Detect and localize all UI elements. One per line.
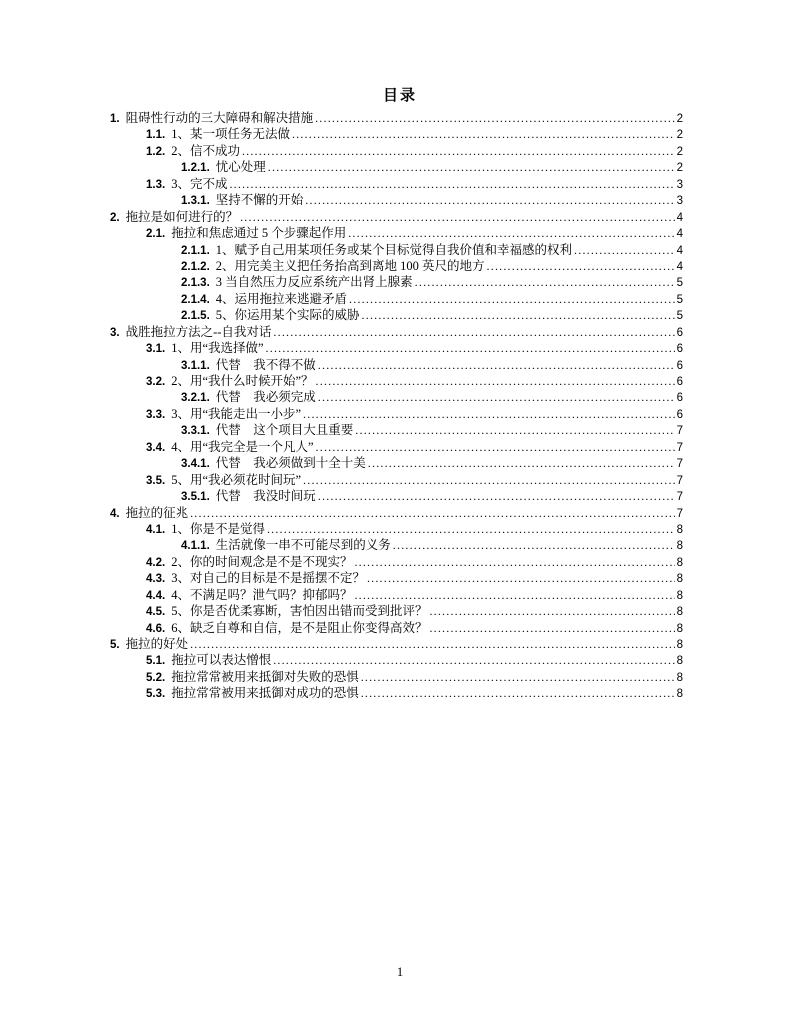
toc-leader-dots [273,324,674,340]
toc-entry[interactable] [110,307,683,323]
toc-entry-number: 3.2. [146,376,166,388]
toc-entry-text: 2、你的时间观念是不是不现实？ [171,554,353,569]
toc-entry[interactable] [110,159,683,175]
toc-leader-dots [190,505,674,521]
toc-entry-number: 5. [110,639,120,651]
toc-entry-page: 4 [676,211,683,224]
toc-entry[interactable] [110,192,683,208]
toc-entry[interactable] [110,242,683,258]
toc-entry-text: 5、用“我必须花时间玩” [171,472,302,487]
toc-entry[interactable] [110,620,683,636]
toc-entry-text: 代替 我不得不做 [215,357,316,372]
toc-entry-page: 7 [676,474,683,487]
toc-list [0,110,800,702]
toc-leader-dots [305,192,674,208]
toc-leader-dots [273,652,674,668]
toc-entry-text: 2、用“我什么时候开始”？ [171,374,314,388]
toc-entry-number: 3.5.1. [181,491,210,504]
toc-entry-text: 代替 我没时间玩 [215,489,316,504]
toc-entry[interactable] [110,652,683,668]
toc-entry-page: 7 [676,441,683,454]
toc-entry-text: 1、你是不是觉得 [171,521,265,536]
toc-entry[interactable] [110,110,683,126]
toc-entry-text: 3、完不成 [171,176,228,191]
toc-entry-text: 4、用“我完全是一个凡人” [171,439,314,454]
toc-entry-number: 1.1. [146,129,166,142]
toc-entry-number: 3.4.1. [181,458,210,471]
toc-leader-dots [354,587,674,603]
toc-entry-number: 5.2. [146,671,166,684]
toc-entry-text: 拖拉的征兆 [125,505,189,520]
toc-entry-text: 拖拉和焦虑通过 5 个步骤起作用 [171,226,347,241]
toc-leader-dots [268,159,675,175]
toc-leader-dots [429,603,674,619]
toc-entry-text: 1、赋予自己用某项任务或某个目标觉得自我价值和幸福感的权利 [215,242,573,257]
toc-leader-dots [303,406,675,422]
toc-entry-number: 4.1. [146,523,166,536]
toc-entry-text: 1、用“我选择做” [171,341,264,356]
toc-entry-page: 3 [676,178,683,191]
footer-page-number: 1 [396,965,404,979]
toc-entry-page: 7 [676,491,683,504]
toc-leader-dots [266,340,675,356]
toc-leader-dots [574,242,675,258]
toc-entry-text: 拖拉可以表达憎恨 [171,653,272,668]
toc-entry[interactable] [110,225,683,241]
toc-entry-page: 8 [676,556,683,569]
toc-entry[interactable] [110,455,683,471]
toc-leader-dots [429,620,674,636]
toc-entry-text: 拖拉的好处 [125,637,189,651]
toc-entry-text: 4、不满足吗？泄气吗？抑郁吗？ [171,587,353,602]
toc-entry-number: 4.5. [146,606,166,619]
toc-leader-dots [240,209,674,225]
toc-entry-number: 4.6. [146,622,166,635]
toc-entry-text: 3、对自己的目标是不是摇摆不定？ [171,571,365,586]
toc-entry-number: 2.1.4. [181,293,210,306]
toc-entry-page: 4 [676,244,683,257]
toc-entry[interactable] [110,505,683,521]
toc-entry-page: 2 [676,162,683,175]
toc-entry-number: 1.3. [146,178,166,191]
toc-entry-number: 5.3. [146,688,166,701]
toc-leader-dots [229,176,674,192]
toc-leader-dots [415,274,675,290]
toc-title: 目录 [382,88,417,104]
toc-leader-dots [348,225,674,241]
toc-entry-number: 3.3.1. [181,425,210,438]
toc-entry-text: 3 当自然压力反应系统产出肾上腺素 [215,275,413,290]
toc-leader-dots [190,636,674,652]
toc-entry-number: 4.4. [146,589,166,602]
toc-entry[interactable] [110,636,683,652]
toc-entry-number: 4.3. [146,573,166,586]
toc-entry[interactable] [110,373,683,389]
toc-entry-text: 代替 这个项目大且重要 [215,423,354,438]
toc-leader-dots [393,537,675,553]
toc-entry[interactable] [110,685,683,701]
toc-entry-number: 3.3. [146,408,166,421]
toc-entry[interactable] [110,126,683,142]
toc-entry-text: 拖拉常常被用来抵御对成功的恐惧 [171,686,359,701]
toc-entry[interactable] [110,340,683,356]
toc-entry-number: 2.1.2. [181,260,210,273]
toc-entry[interactable] [110,209,683,225]
toc-entry-number: 1.2.1. [181,162,210,175]
toc-entry-page: 8 [676,671,683,684]
toc-entry-number: 3.2.1. [181,392,210,405]
toc-entry[interactable] [110,389,683,405]
toc-entry[interactable] [110,258,683,274]
toc-entry-text: 战胜拖拉方法之--自我对话 [125,324,272,339]
toc-entry-page: 6 [676,359,683,372]
toc-leader-dots [318,488,675,504]
toc-entry[interactable] [110,570,683,586]
toc-entry-page: 6 [676,392,683,405]
toc-entry[interactable] [110,439,683,455]
toc-entry[interactable] [110,324,683,340]
toc-entry-page: 7 [676,458,683,471]
toc-entry-page: 3 [676,195,683,208]
toc-leader-dots [318,357,675,373]
toc-entry-page: 8 [676,573,683,586]
toc-leader-dots [316,373,675,389]
toc-entry-page: 8 [676,688,683,701]
toc-entry-page: 7 [676,507,683,520]
toc-entry-page: 4 [676,228,683,241]
toc-entry-number: 1.2. [146,145,166,158]
toc-leader-dots [487,258,675,274]
toc-leader-dots [242,143,675,159]
toc-entry[interactable] [110,291,683,307]
toc-entry-page: 8 [676,639,683,651]
toc-entry-number: 2.1. [146,228,166,241]
toc-entry-number: 1. [110,113,120,125]
toc-entry-number: 4. [110,507,120,520]
toc-entry-text: 阻碍性行动的三大障碍和解决措施 [125,111,314,125]
toc-entry-page: 6 [676,408,683,421]
toc-entry-number: 3.1. [146,343,166,356]
toc-entry-page: 7 [676,425,683,438]
toc-entry-number: 5.1. [146,655,166,668]
toc-entry-page: 8 [676,523,683,536]
toc-entry-text: 坚持不懈的开始 [215,193,304,208]
toc-entry-page: 6 [676,326,683,339]
toc-entry-text: 6、缺乏自尊和自信，是不是阻止你变得高效？ [171,620,428,635]
toc-entry-page: 6 [676,376,683,388]
toc-leader-dots [361,669,675,685]
toc-entry-page: 8 [676,622,683,635]
toc-entry[interactable] [110,406,683,422]
toc-leader-dots [361,685,675,701]
toc-leader-dots [355,422,674,438]
toc-leader-dots [368,455,675,471]
toc-entry-number: 2. [110,211,120,224]
toc-entry-page: 8 [676,540,683,553]
toc-entry-number: 1.3.1. [181,195,210,208]
toc-entry-page: 5 [676,277,683,290]
toc-entry-number: 3.5. [146,474,166,487]
toc-leader-dots [267,521,675,537]
toc-entry-text: 代替 我必须做到十全十美 [215,456,366,471]
toc-entry-number: 3.1.1. [181,359,210,372]
toc-entry-number: 2.1.1. [181,244,210,257]
toc-entry[interactable] [110,488,683,504]
toc-entry-text: 1、某一项任务无法做 [171,127,290,142]
toc-entry-text: 拖拉常常被用来抵御对失败的恐惧 [171,669,359,684]
toc-entry-page: 2 [676,129,683,142]
toc-leader-dots [367,570,675,586]
toc-entry-number: 4.1.1. [181,540,210,553]
toc-entry[interactable] [110,603,683,619]
toc-entry[interactable] [110,472,683,488]
toc-entry[interactable] [110,554,683,570]
toc-entry-number: 2.1.5. [181,310,210,323]
toc-entry-number: 2.1.3. [181,277,210,290]
toc-entry-page: 8 [676,606,683,619]
toc-entry[interactable] [110,357,683,373]
toc-entry-text: 5、你是否优柔寡断，害怕因出错而受到批评？ [171,604,428,619]
toc-entry[interactable] [110,176,683,192]
toc-entry-page: 8 [676,655,683,668]
toc-leader-dots [349,291,675,307]
toc-leader-dots [303,472,675,488]
toc-entry-number: 3. [110,326,120,339]
toc-leader-dots [316,439,675,455]
toc-entry[interactable] [110,422,683,438]
toc-leader-dots [362,307,675,323]
toc-entry-number: 4.2. [146,556,166,569]
toc-entry-page: 2 [676,113,683,125]
toc-entry[interactable] [110,669,683,685]
toc-entry-text: 拖拉是如何进行的？ [125,209,239,224]
toc-entry[interactable] [110,274,683,290]
toc-entry-text: 4、运用拖拉来逃避矛盾 [215,291,348,306]
toc-entry-text: 2、用完美主义把任务抬高到离地 100 英尺的地方 [215,258,485,273]
toc-entry[interactable] [110,587,683,603]
toc-entry-page: 5 [676,310,683,323]
toc-entry[interactable] [110,537,683,553]
toc-leader-dots [318,389,675,405]
toc-entry-text: 生活就像一串不可能尽到的义务 [215,538,391,553]
toc-leader-dots [292,126,675,142]
toc-entry[interactable] [110,521,683,537]
toc-entry-text: 5、你运用某个实际的威胁 [215,308,360,323]
toc-leader-dots [315,110,674,126]
toc-entry-text: 忧心处理 [215,160,266,175]
toc-entry-page: 4 [676,260,683,273]
toc-entry[interactable] [110,143,683,159]
toc-entry-text: 2、信不成功 [171,143,240,158]
toc-entry-page: 8 [676,589,683,602]
toc-entry-page: 5 [676,293,683,306]
toc-leader-dots [354,554,674,570]
toc-entry-text: 代替 我必须完成 [215,390,316,405]
toc-entry-page: 2 [676,145,683,158]
toc-entry-text: 3、用“我能走出一小步” [171,406,302,421]
toc-entry-number: 3.4. [146,441,166,454]
toc-entry-page: 6 [676,343,683,356]
